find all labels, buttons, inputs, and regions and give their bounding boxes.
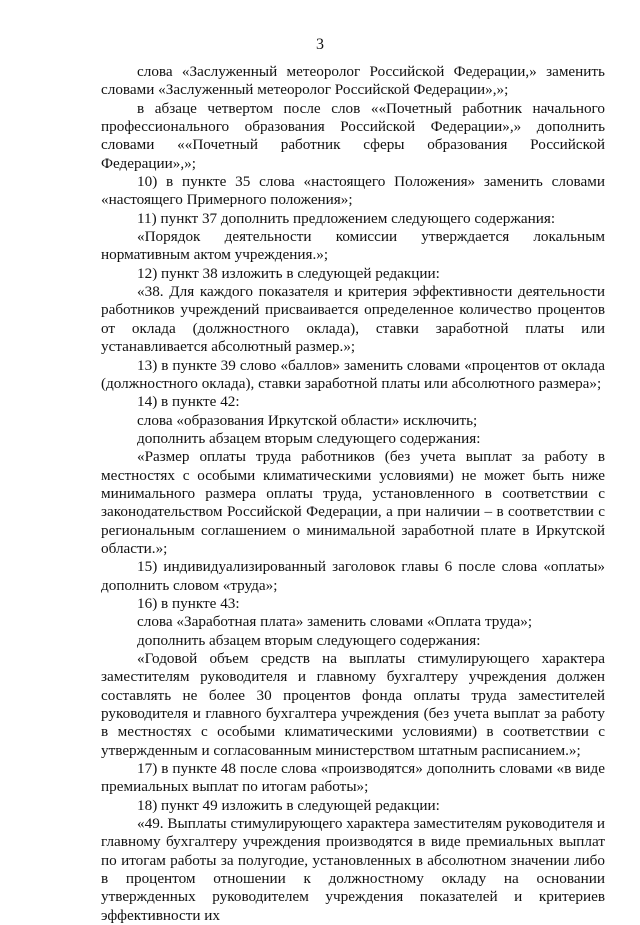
paragraph: 18) пункт 49 изложить в следующей редакции: — [137, 796, 440, 814]
paragraph: 15) индивидуализированный заголовок главы 6 после слова «оплаты» дополнить словом «труда»; — [101, 558, 605, 594]
paragraph: 16) в пункте 43: — [137, 594, 240, 612]
paragraph: «Годовой объем средств на выплаты стимулирующего характера заместителям руководителя и главному бухгалтеру учреждения должен составлять не более 30 процентов фонда оплаты труда заместителей руководителя и главного бухгалтера учреждения (без учета выплат за работу в местностях с особыми климатическими условиями) в соответствии с утвержденным и согласованным министерством штатным расписанием.»; — [101, 650, 605, 759]
paragraph: «49. Выплаты стимулирующего характера заместителям руководителя и главному бухгалтеру учреждения производятся в виде премиальных выплат по итогам работы за полугодие, установленных в абсолютном значении либо в процентом отношении к должностному окладу на основании утвержденных руководителем учреждения показателей и критериев эффективности их — [101, 815, 605, 924]
paragraph: слова «образования Иркутской области» исключить; — [137, 411, 478, 429]
paragraph: «38. Для каждого показателя и критерия эффективности деятельности работников учреждений присваивается определенное количество процентов от оклада (должностного оклада), ставки заработной платы или устанавливается абсолютный размер.»; — [101, 283, 605, 356]
paragraph: 17) в пункте 48 после слова «производятся» дополнить словами «в виде премиальных выплат по итогам работы»; — [101, 760, 605, 796]
paragraph: слова «Заработная плата» заменить словами «Оплата труда»; — [137, 613, 533, 631]
paragraph: дополнить абзацем вторым следующего содержания: — [137, 429, 481, 447]
paragraph: дополнить абзацем вторым следующего содержания: — [137, 631, 481, 649]
paragraph: 14) в пункте 42: — [137, 393, 240, 411]
paragraph: 11) пункт 37 дополнить предложением следующего содержания: — [137, 209, 556, 227]
paragraph: слова «Заслуженный метеоролог Российской Федерации,» заменить словами «Заслуженный метеоролог Российской Федерации»,»; — [101, 63, 605, 99]
page-number: 3 — [316, 36, 324, 53]
paragraph: «Размер оплаты труда работников (без учета выплат за работу в местностях с особыми климатическими условиями) не может быть ниже минимального размера оплаты труда, установленного в соответствии с законодательством Российской Федерации, а при наличии – в соответствии с региональным соглашением о минимальной заработной плате в Иркутской области.»; — [101, 448, 605, 557]
paragraph: 13) в пункте 39 слово «баллов» заменить словами «процентов от оклада (должностного оклада), ставки заработной платы или абсолютного размера»; — [101, 356, 605, 392]
paragraph: в абзаце четвертом после слов ««Почетный работник начального профессионального образования Российской Федерации»,» дополнить словами ««Почетный работник сферы образования Российской Федерации»,»; — [101, 99, 605, 172]
paragraph: 12) пункт 38 изложить в следующей редакции: — [137, 264, 440, 282]
document-body — [101, 63, 605, 925]
paragraph: «Порядок деятельности комиссии утверждается локальным нормативным актом учреждения.»; — [101, 228, 605, 264]
paragraph: 10) в пункте 35 слова «настоящего Положения» заменить словами «настоящего Примерного положения»; — [101, 173, 605, 209]
